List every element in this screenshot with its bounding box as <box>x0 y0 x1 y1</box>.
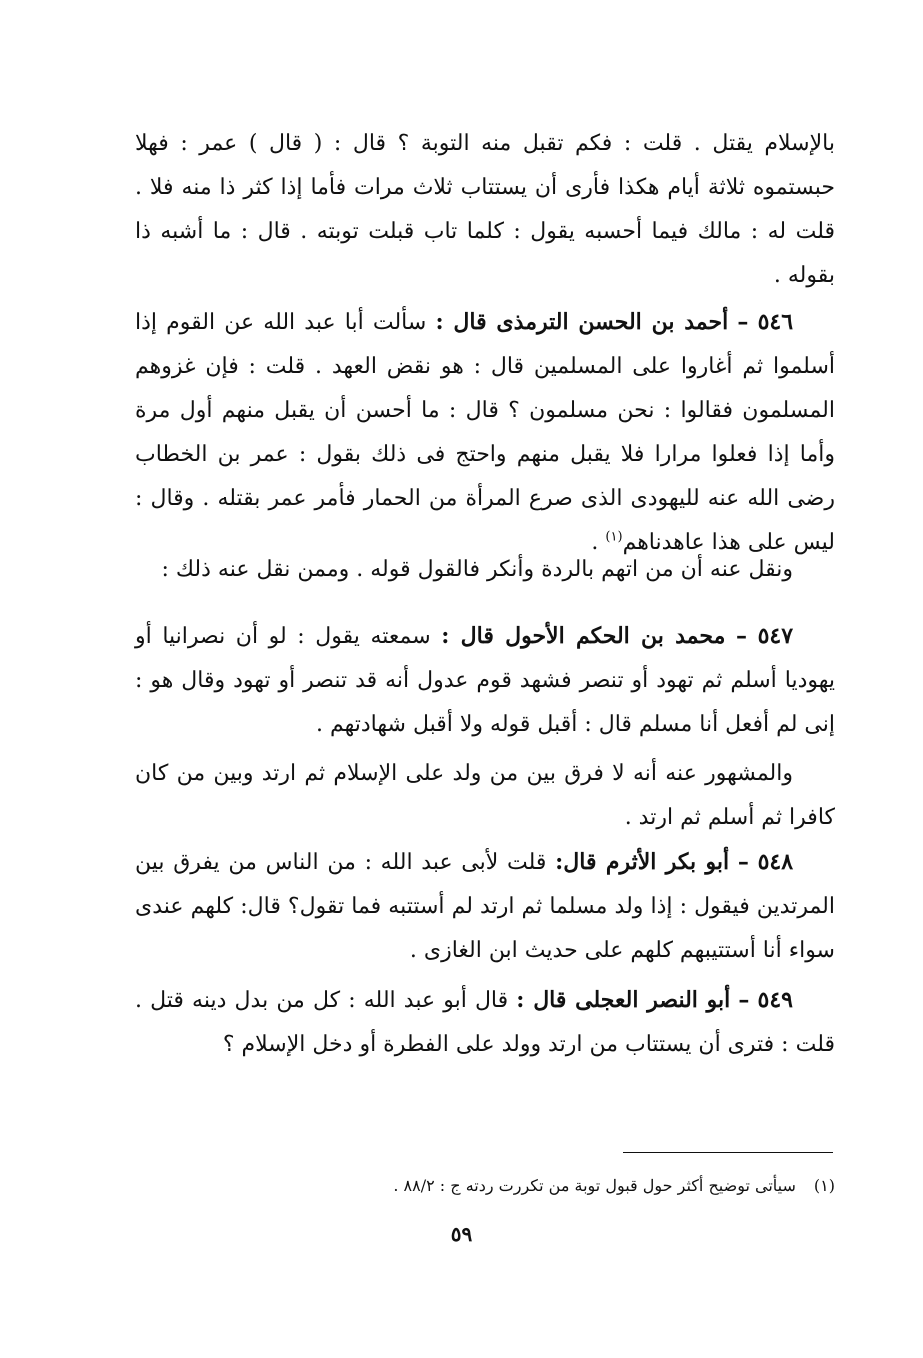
entry-number: ٥٤٩ <box>757 987 793 1013</box>
entry-546 <box>135 300 835 565</box>
footnote <box>300 1172 835 1200</box>
paragraph-note-547 <box>135 752 835 840</box>
entry-number: ٥٤٦ <box>757 309 794 335</box>
entry-end: . <box>591 530 606 555</box>
entry-text: قال أبو عبد الله : كل من بدل دينه قتل . قلت : فترى أن يستتاب من ارتد وولد على الفطرة أو دخل الإسلام ؟ <box>135 988 835 1057</box>
entry-547 <box>135 614 835 747</box>
footnote-reference: (١) <box>605 529 623 545</box>
footnote-marker: (١) <box>813 1176 835 1195</box>
paragraph-continuation <box>135 122 835 298</box>
footnote-divider <box>623 1152 833 1153</box>
entry-548 <box>135 840 835 973</box>
entry-dash: – <box>738 987 750 1013</box>
page-number: ٥٩ <box>450 1222 473 1246</box>
entry-number: ٥٤٨ <box>757 849 794 875</box>
paragraph-continuation-text: بالإسلام يقتل . قلت : فكم تقبل منه التوبة ؟ قال : ( قال ) عمر : فهلا حبستموه ثلاثة أيام هكذا فأرى أن يستتاب ثلاث مرات فأما إذا كثر ذا منه فلا . قلت له : مالك فيما أحسبه يقول : كلما تاب قبلت توبته . قال : ما أشبه ذا بقوله . <box>135 131 835 288</box>
entry-narrator-name: محمد بن الحكم الأحول قال : <box>441 623 726 649</box>
entry-text: سألت أبا عبد الله عن القوم إذا أسلموا ثم أغاروا على المسلمين قال : هو نقض العهد . قلت : فإن غزوهم المسلمون فقالوا : نحن مسلمون ؟ قال : ما أحسن أن يقبل منهم أول مرة وأما إذا فعلوا مرارا فلا يقبل منهم واحتج فى ذلك بقول : عمر بن الخطاب رضى الله عنه لليهودى الذى صرع المرأة من الحمار فأمر عمر بقتله . وقال : ليس على هذا عاهدناهم <box>135 310 835 555</box>
entry-number: ٥٤٧ <box>757 623 794 649</box>
entry-text: سمعته يقول : لو أن نصرانيا أو يهوديا أسلم ثم تهود أو تنصر فشهد قوم عدول أنه قد تنصر أو تهود وقال هو : إنى لم أفعل أنا مسلم قال : أقبل قوله ولا أقبل شهادتهم . <box>135 624 835 737</box>
entry-dash: – <box>735 623 747 649</box>
entry-narrator-name: أحمد بن الحسن الترمذى قال : <box>435 309 729 335</box>
entry-dash: – <box>737 849 749 875</box>
entry-dash: – <box>737 309 749 335</box>
entry-narrator-name: أبو النصر العجلى قال : <box>516 987 731 1013</box>
entry-narrator-name: أبو بكر الأثرم قال: <box>555 849 730 875</box>
entry-text: قلت لأبى عبد الله : من الناس من يفرق بين المرتدين فيقول : إذا ولد مسلما ثم ارتد لم أستتبه فما تقول؟ قال: كلهم عندى سواء أنا أستتيبهم كلهم على حديث ابن الغازى . <box>135 850 835 963</box>
entry-549 <box>135 978 835 1067</box>
footnote-text: سيأتى توضيح أكثر حول قبول توبة من تكررت ردته ج : ٨٨/٢ . <box>393 1176 796 1195</box>
paragraph-note-text: ونقل عنه أن من اتهم بالردة وأنكر فالقول قوله . وممن نقل عنه ذلك : <box>161 557 793 582</box>
paragraph-note-546 <box>135 548 835 592</box>
paragraph-note-text: والمشهور عنه أنه لا فرق بين من ولد على الإسلام ثم ارتد وبين من كان كافرا ثم أسلم ثم ارتد . <box>135 761 835 830</box>
